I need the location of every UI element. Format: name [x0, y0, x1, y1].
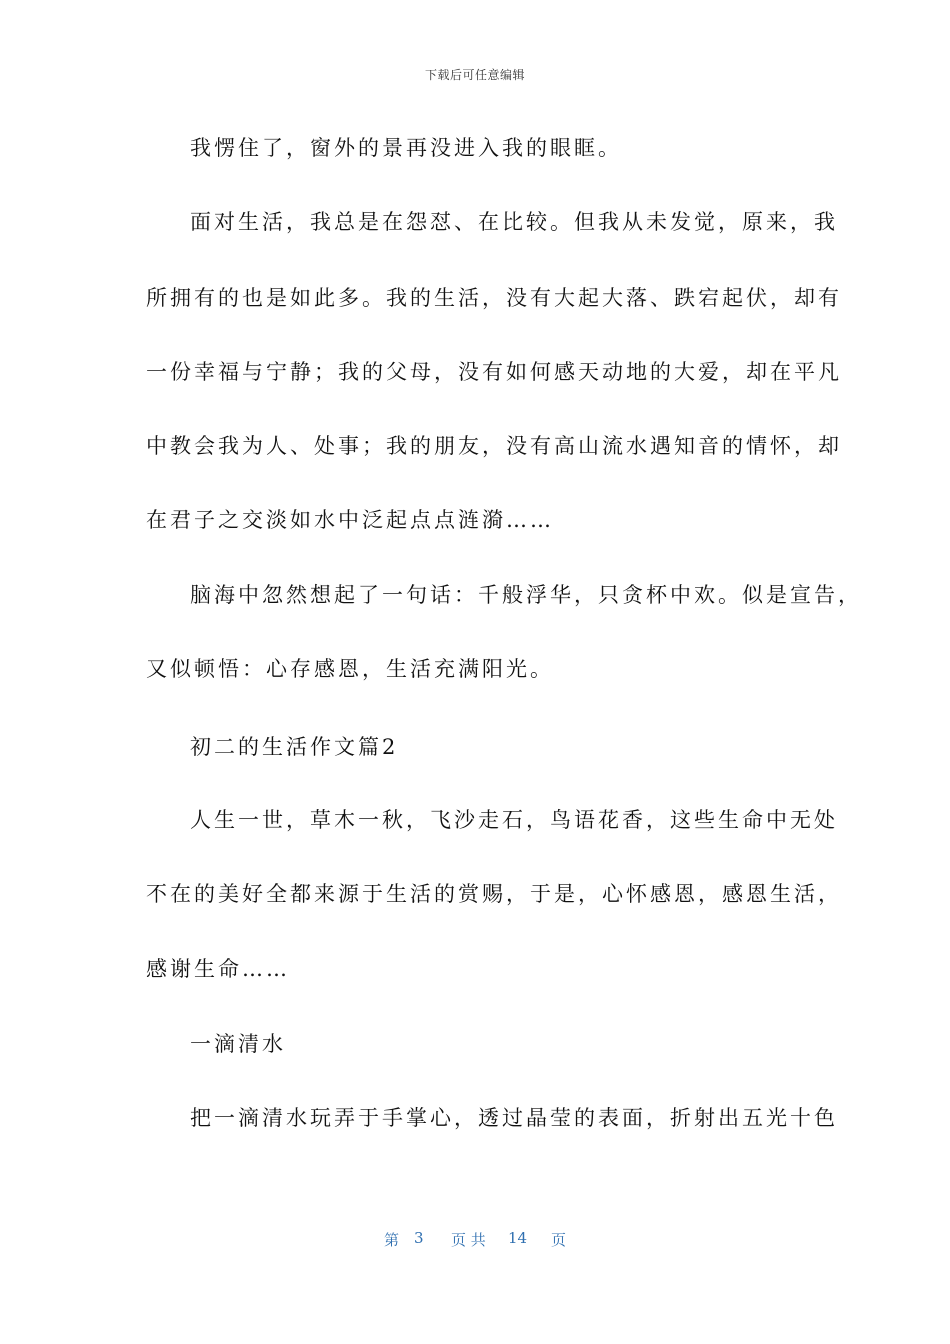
text-line: 把一滴清水玩弄于手掌心，透过晶莹的表面，折射出五光十色 [190, 1106, 838, 1130]
text-line: 一份幸福与宁静；我的父母，没有如何感天动地的大爱，却在平凡 [146, 360, 842, 384]
text-line: 所拥有的也是如此多。我的生活，没有大起大落、跌宕起伏，却有 [146, 286, 842, 310]
page-label-prefix: 第 [384, 1231, 400, 1249]
total-pages-number: 14 [508, 1229, 528, 1247]
text-line: 人生一世，草木一秋，飞沙走石，鸟语花香，这些生命中无处 [190, 808, 838, 832]
text-line: 中教会我为人、处事；我的朋友，没有高山流水遇知音的情怀，却 [146, 434, 842, 458]
section-heading: 初二的生活作文篇2 [190, 735, 399, 759]
page-label-middle: 页 共 [451, 1231, 486, 1249]
current-page-number: 3 [414, 1229, 424, 1247]
subheading: 一滴清水 [190, 1032, 286, 1056]
page-label-suffix: 页 [551, 1231, 567, 1249]
page-footer [0, 1229, 950, 1251]
text-line: 我愣住了，窗外的景再没进入我的眼眶。 [190, 136, 622, 160]
text-line: 又似顿悟：心存感恩，生活充满阳光。 [146, 657, 554, 681]
text-line: 在君子之交淡如水中泛起点点涟漪…… [146, 508, 554, 532]
text-line: 不在的美好全都来源于生活的赏赐，于是，心怀感恩，感恩生活， [146, 882, 842, 906]
text-line: 感谢生命…… [146, 957, 290, 981]
header-note: 下载后可任意编辑 [424, 68, 525, 82]
text-line: 脑海中忽然想起了一句话：千般浮华，只贪杯中欢。似是宣告， [190, 583, 862, 607]
text-line: 面对生活，我总是在怨怼、在比较。但我从未发觉，原来，我 [190, 210, 838, 234]
